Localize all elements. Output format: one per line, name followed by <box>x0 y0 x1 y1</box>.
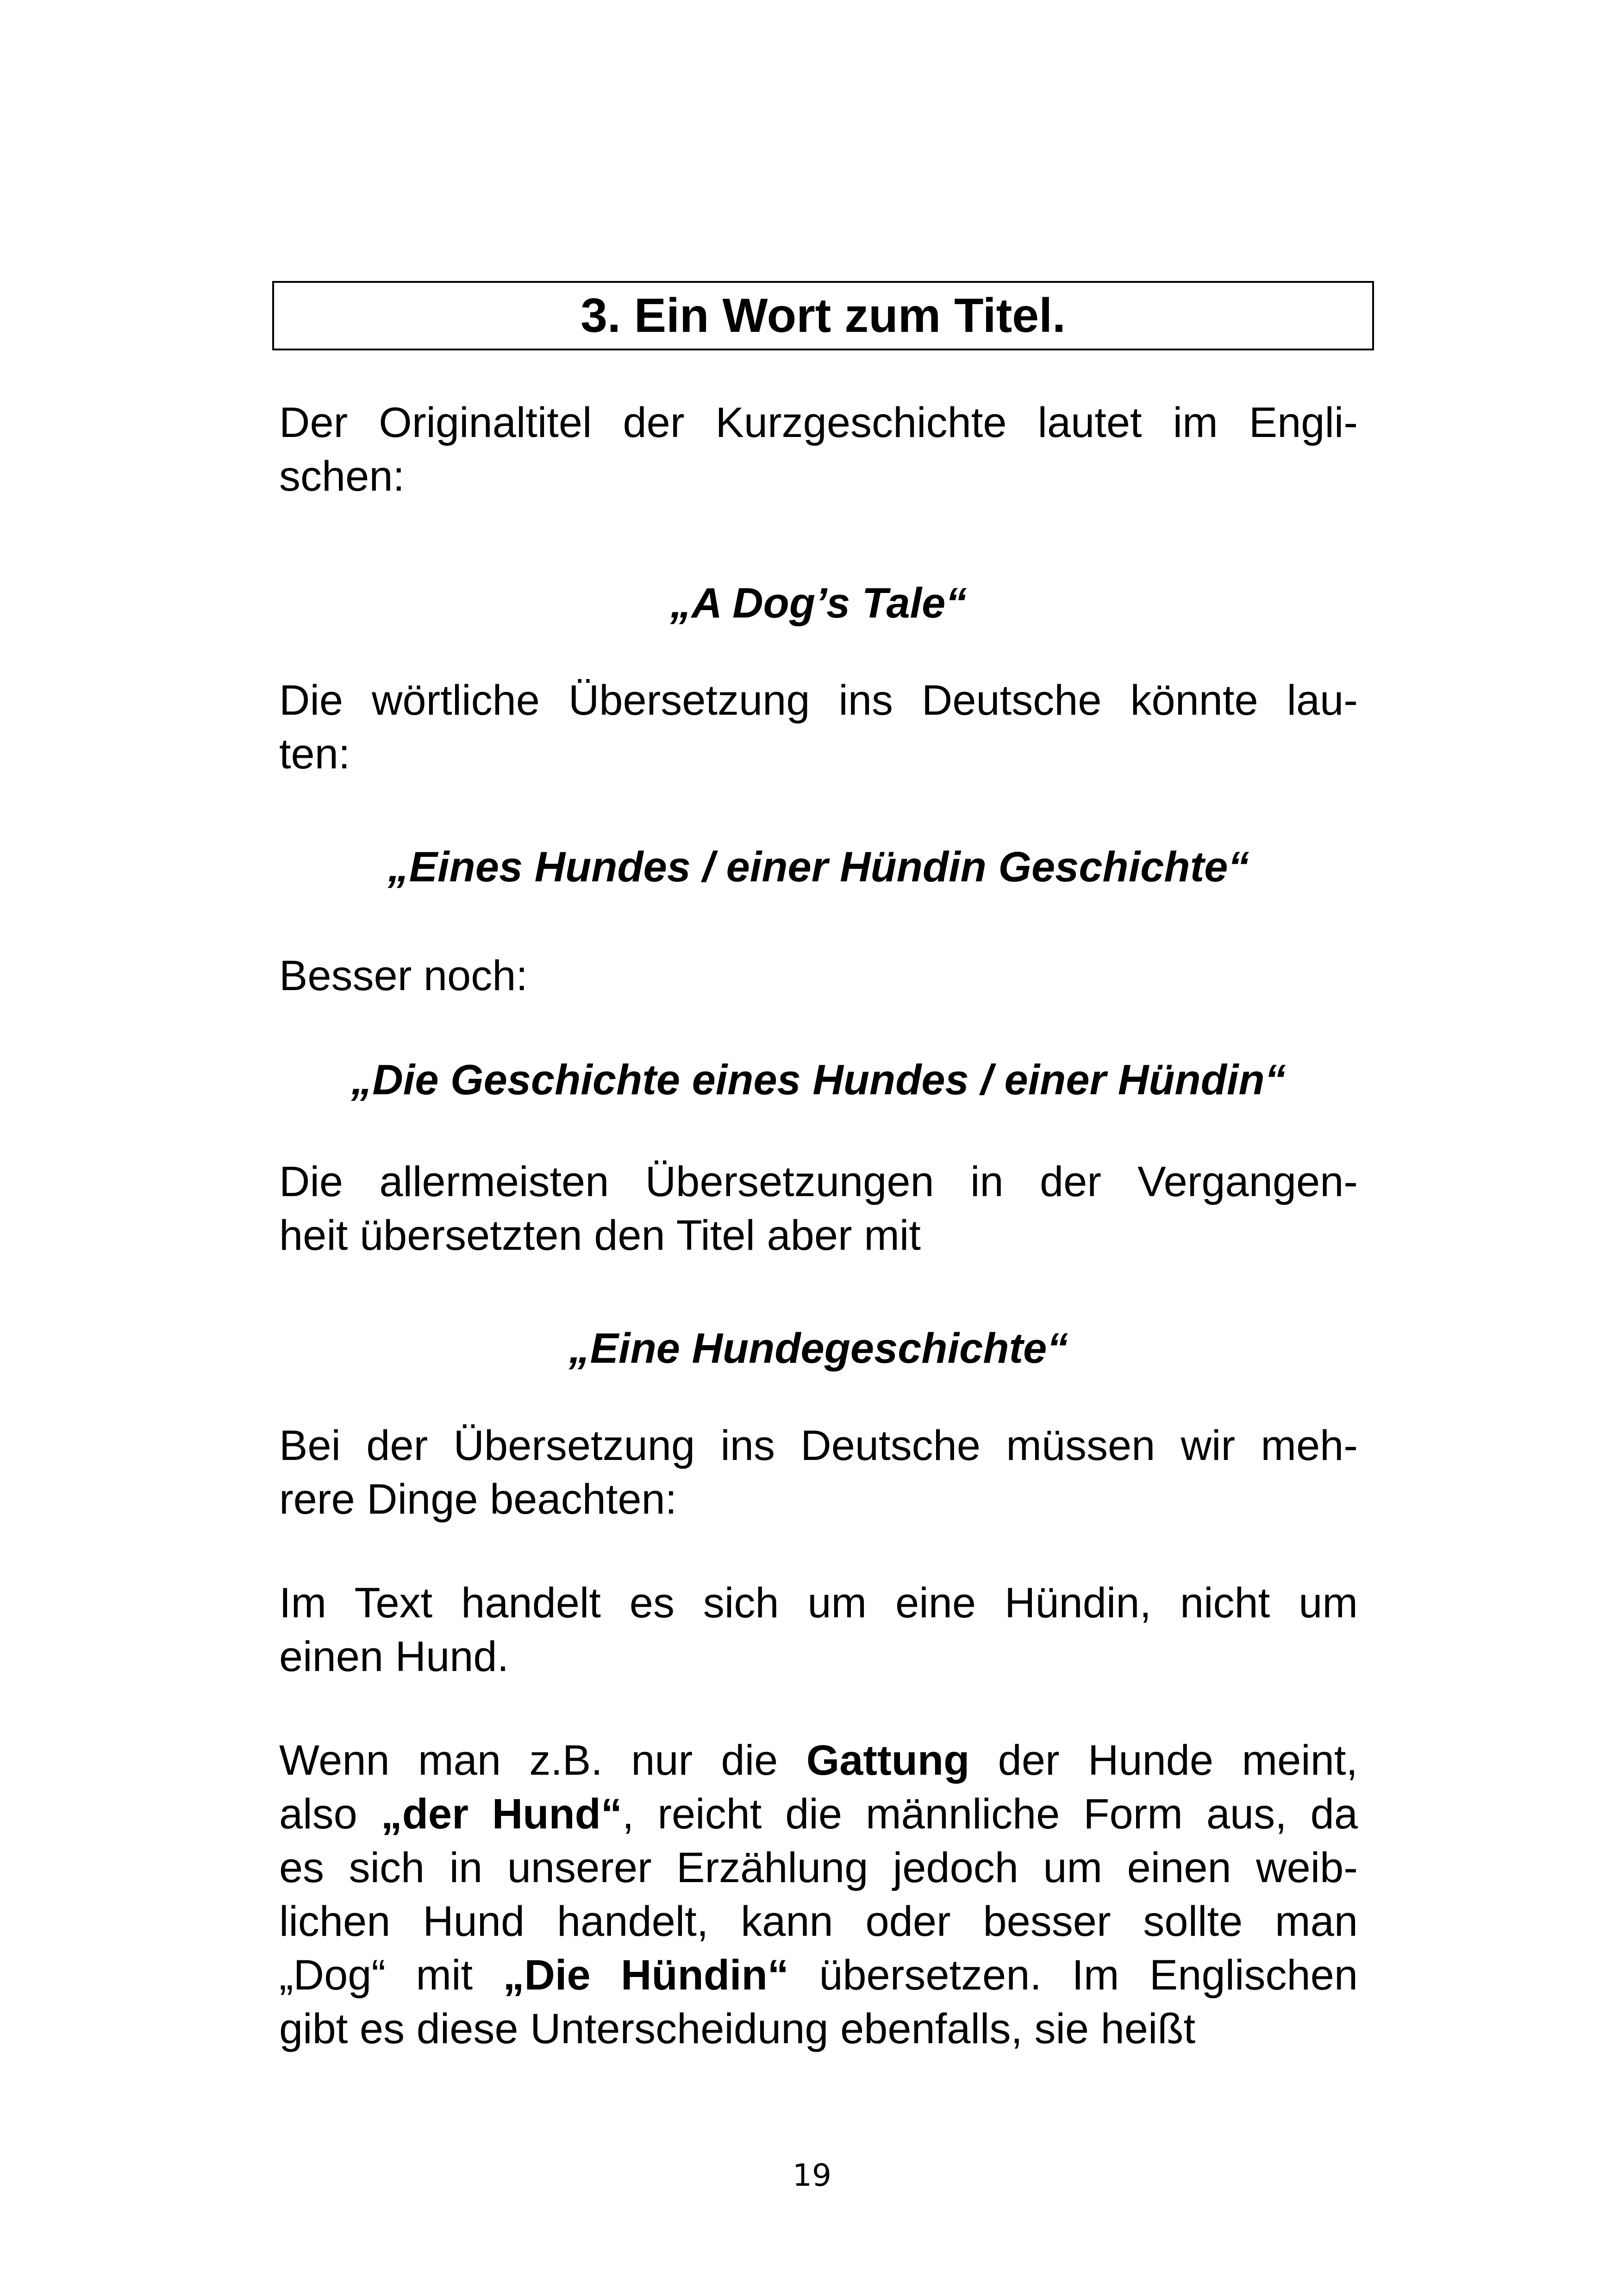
text-line: rere Dinge beachten: <box>279 1476 677 1523</box>
paragraph-considerations <box>279 1419 1358 1526</box>
text-line: Im Text handelt es sich um eine Hündin, nicht um <box>279 1579 1358 1627</box>
paragraph-literal-translation <box>279 674 1358 781</box>
text-line: Besser noch: <box>279 952 528 999</box>
section-heading-box <box>272 281 1374 350</box>
text-line: es sich in unserer Erzählung jedoch um einen weib- <box>279 1844 1358 1891</box>
text-run: also <box>279 1790 381 1838</box>
text-line: heit übersetzten den Titel aber mit <box>279 1212 921 1259</box>
text-line: lichen Hund handelt, kann oder besser sollte man <box>279 1898 1358 1945</box>
text-line: ten: <box>279 730 350 778</box>
paragraph-gender-explanation <box>279 1734 1358 2056</box>
text-line: Der Originaltitel der Kurzgeschichte lautet im Engli- <box>279 399 1358 446</box>
emphasis-der-hund: „der Hund“ <box>381 1790 622 1838</box>
section-heading: 3. Ein Wort zum Titel. <box>581 289 1066 343</box>
quote-better-translation: „Die Geschichte eines Hundes / einer Hündin“ <box>351 1056 1286 1104</box>
text-line <box>279 1948 1358 2002</box>
text-run: , reicht die männliche Form aus, da <box>622 1790 1358 1838</box>
text-line: Die wörtliche Übersetzung ins Deutsche könnte lau- <box>279 677 1358 724</box>
paragraph-original-title <box>279 396 1358 503</box>
text-line: einen Hund. <box>279 1633 509 1680</box>
text-run: Wenn man z.B. nur die <box>279 1737 806 1784</box>
emphasis-gattung: Gattung <box>806 1737 970 1784</box>
text-line <box>279 1787 1358 1841</box>
paragraph-better <box>279 949 1358 1003</box>
quote-original-title: „A Dog’s Tale“ <box>670 580 967 627</box>
quote-literal-translation: „Eines Hundes / einer Hündin Geschichte“ <box>387 843 1249 891</box>
text-line: Bei der Übersetzung ins Deutsche müssen wir meh- <box>279 1422 1358 1469</box>
emphasis-die-huendin: „Die Hündin“ <box>503 1952 789 1999</box>
text-line: Die allermeisten Übersetzungen in der Vergangen- <box>279 1158 1358 1205</box>
quote-common-translation: „Eine Hundegeschichte“ <box>568 1325 1068 1372</box>
paragraph-past-translations <box>279 1155 1358 1262</box>
text-line <box>279 1734 1358 1787</box>
text-line: gibt es diese Unterscheidung ebenfalls, sie heißt <box>279 2005 1196 2052</box>
text-run: übersetzen. Im Englischen <box>788 1952 1358 1999</box>
text-run: „Dog“ mit <box>279 1952 503 1999</box>
paragraph-female-dog <box>279 1576 1358 1684</box>
text-run: der Hunde meint, <box>969 1737 1358 1784</box>
page-number: 19 <box>793 2158 831 2193</box>
text-line: schen: <box>279 453 405 500</box>
